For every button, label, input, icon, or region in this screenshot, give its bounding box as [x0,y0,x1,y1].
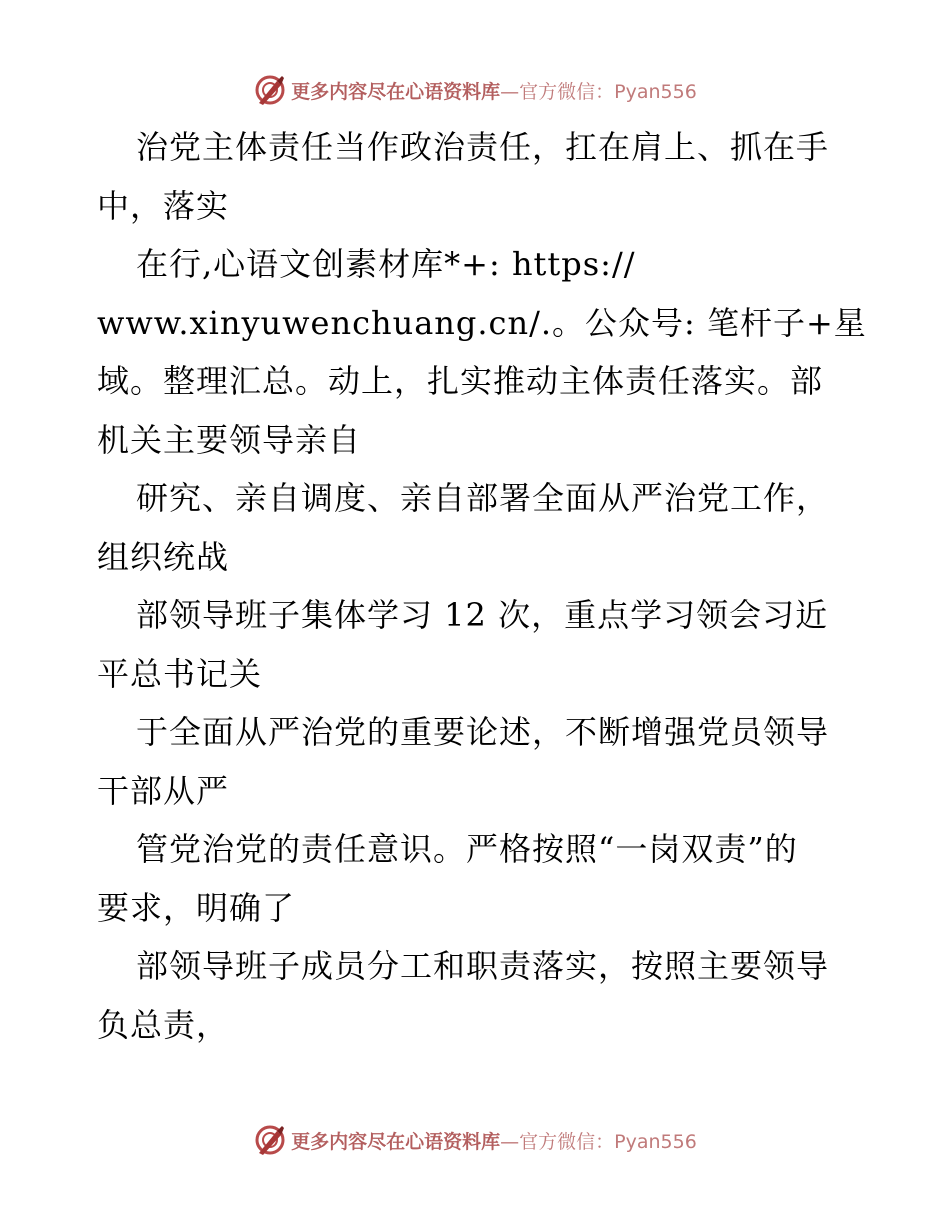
text-line: 机关主要领导亲自 [97,420,362,459]
text-line: 于全面从严治党的重要论述，不断增强党员领导 [136,713,830,751]
text-line: 部领导班子成员分工和职责落实，按照主要领导 [136,947,830,985]
text-line: 治党主体责任当作政治责任，扛在肩上、抓在手 [136,128,830,166]
pen-logo-icon [253,1123,287,1157]
banner-rest: —官方微信：Pyan556 [500,80,697,103]
text-line: 组织统战 [97,537,230,576]
banner-text [291,1127,697,1154]
banner-highlight: 更多内容尽在心语资料库 [291,80,501,103]
banner-rest: —官方微信：Pyan556 [500,1130,697,1153]
text-line: 干部从严 [97,771,230,810]
text-line: 平总书记关 [97,654,263,693]
footer-banner [0,1120,950,1160]
text-line: 中，落实 [97,186,230,225]
text-line: 研究、亲自调度、亲自部署全面从严治党工作， [136,479,830,517]
banner-text [291,77,697,104]
text-line: 要求，明确了 [97,888,296,927]
header-banner [0,70,950,110]
document-body [97,118,867,1054]
text-line: 负总责， [97,1005,230,1044]
banner-highlight: 更多内容尽在心语资料库 [291,1130,501,1153]
text-line: www.xinyuwenchuang.cn/.。公众号: 笔杆子+星 [97,303,867,342]
pen-logo-icon [253,73,287,107]
text-line: 在行,心语文创素材库*+: https:// [136,245,636,283]
text-line: 域。整理汇总。动上，扎实推动主体责任落实。部 [97,362,824,400]
text-line: 部领导班子集体学习 12 次，重点学习领会习近 [136,596,829,634]
text-line: 管党治党的责任意识。严格按照“一岗双责”的 [136,830,798,868]
